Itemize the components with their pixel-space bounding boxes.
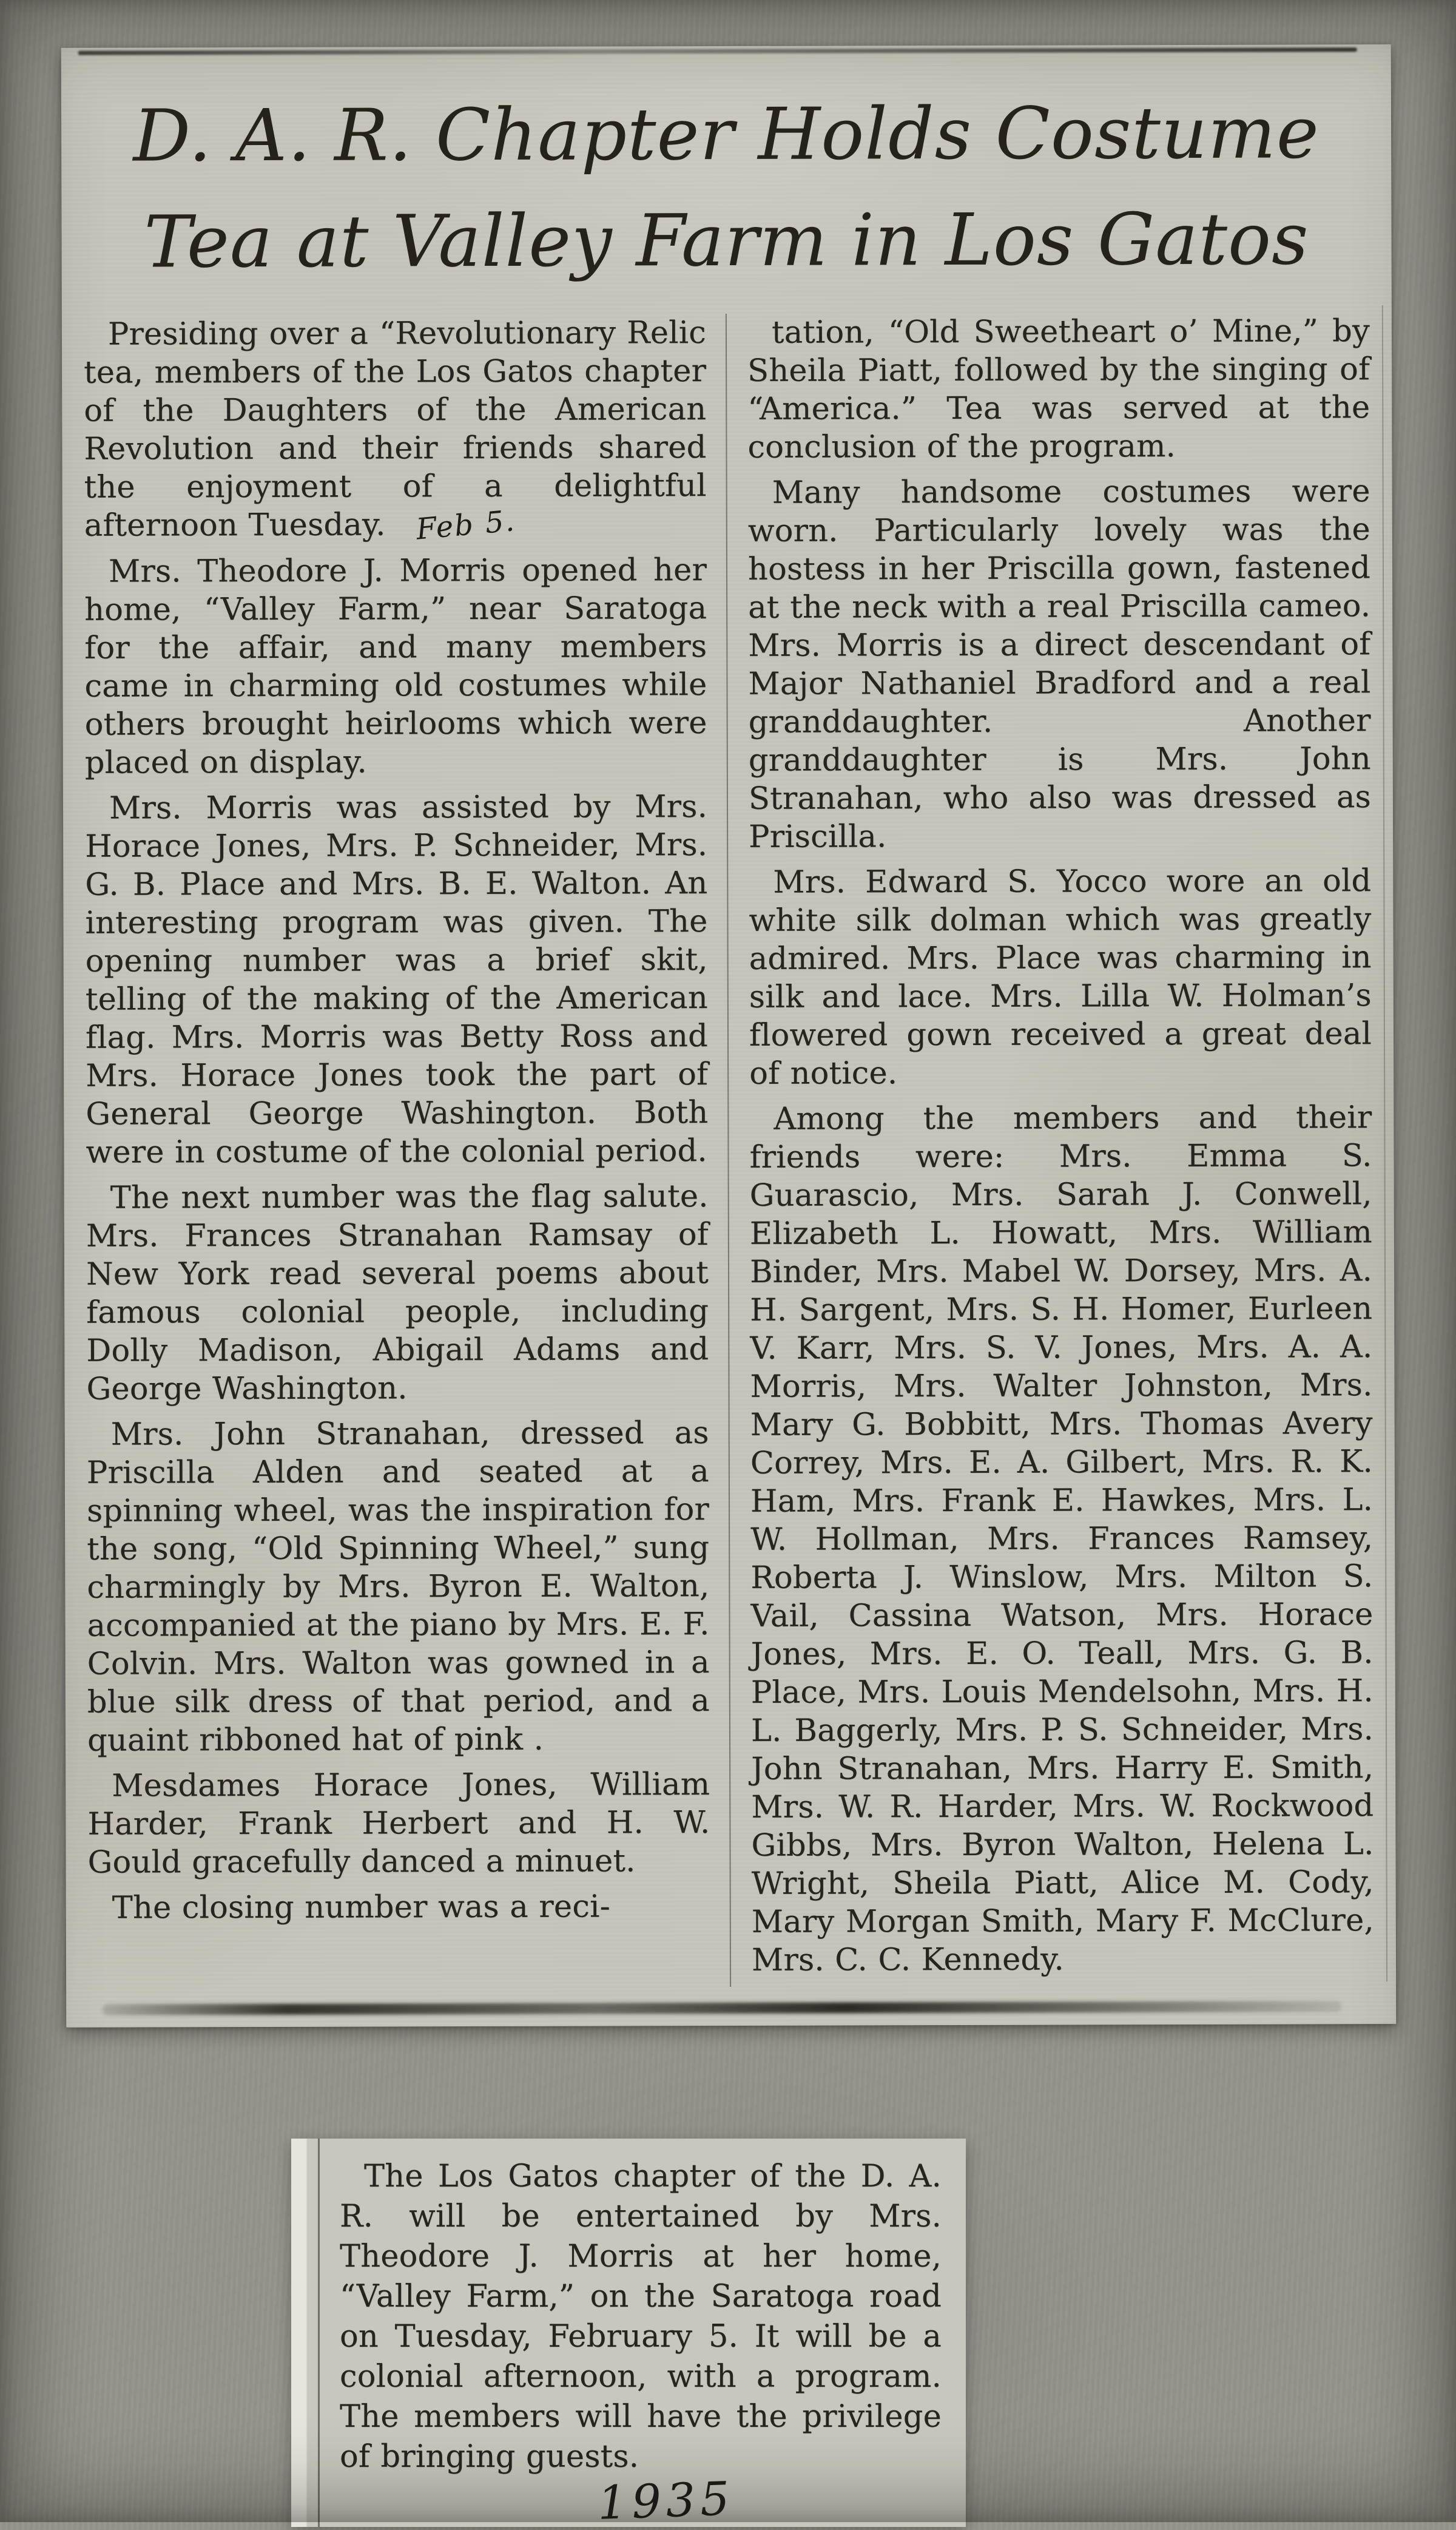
headline <box>83 79 1370 295</box>
article-paragraph: Mrs. Edward S. Yocco wore an old white silk dolman which was greatly admired. Mrs. Place was charming in silk and lace. Mrs. Lilla W. Holman’s flowered gown received a great deal of notice. <box>749 863 1372 1092</box>
newspaper-clipping-main <box>61 44 1397 2028</box>
article-column-right <box>727 312 1374 1987</box>
article-paragraph: Mesdames Horace Jones, William Harder, Frank Herbert and H. W. Gould gracefully danced a minuet. <box>87 1767 710 1881</box>
article-paragraph: The next number was the flag salute. Mrs. Frances Stranahan Ramsay of New York read several poems about famous colonial people, including Dolly Madison, Abigail Adams and George Washington. <box>86 1179 709 1408</box>
article-paragraph: tation, “Old Sweetheart o’ Mine,” by Sheila Piatt, followed by the singing of “America.” Tea was served at the conclusion of the program. <box>747 313 1370 466</box>
article-paragraph: Mrs. Morris was assisted by Mrs. Horace Jones, Mrs. P. Schneider, Mrs. G. B. Place and Mrs. B. E. Walton. An interesting program was given. The opening number was a brief skit, telling of the making of the American flag. Mrs. Morris was Betty Ross and Mrs. Horace Jones took the part of General George Washington. Both were in costume of the colonial period. <box>85 789 709 1171</box>
newspaper-clipping-notice <box>291 2139 966 2530</box>
handwritten-year: 1935 <box>596 2471 735 2530</box>
clipping-top-edge <box>78 47 1357 55</box>
column-rule <box>318 2139 320 2527</box>
handwritten-date: Feb 5. <box>414 504 517 547</box>
clipping-right-rule <box>1382 305 1387 1981</box>
paragraph-text: Presiding over a “Revolutionary Relic tea, members of the Los Gatos chapter of the Daughters of the American Revolution and their friends shared the enjoyment of a delightful afternoon Tuesday. <box>84 315 707 544</box>
headline-line-1: D. A. R. Chapter Holds Costume <box>133 90 1320 178</box>
article-paragraph: Mrs. Theodore J. Morris opened her home, “Valley Farm,” near Saratoga for the affair, and many members came in charming old costumes while others brought heirlooms which were placed on display. <box>84 552 707 782</box>
headline-line-2: Tea at Valley Farm in Los Gatos <box>144 197 1309 284</box>
article-columns <box>84 312 1374 1989</box>
article-paragraph: The closing number was a reci- <box>112 1889 611 1926</box>
article-paragraph: Many handsome costumes were worn. Particularly lovely was the hostess in her Priscilla gown, fastened at the neck with a real Priscilla cameo. Mrs. Morris is a direct descendant of Major Nathaniel Bradford and a real granddaughter. Another granddaughter is Mrs. John Stranahan, who also was dressed as Priscilla. <box>747 473 1372 856</box>
notice-text: The Los Gatos chapter of the D. A. R. will be entertained by Mrs. Theodore J. Morris at her home, “Valley Farm,” on the Saratoga road on Tuesday, February 5. It will be a colonial afternoon, with a program. The members will have the privilege of bringing guests. <box>340 2159 942 2475</box>
article-paragraph: Among the members and their friends were: Mrs. Emma S. Guarascio, Mrs. Sarah J. Conwell, Elizabeth L. Howatt, Mrs. William Binder, Mrs. Mabel W. Dorsey, Mrs. A. H. Sargent, Mrs. S. H. Homer, Eurleen V. Karr, Mrs. S. V. Jones, Mrs. A. A. Morris, Mrs. Walter Johnston, Mrs. Mary G. Bobbitt, Mrs. Thomas Avery Correy, Mrs. E. A. Gilbert, Mrs. R. K. Ham, Mrs. Frank E. Hawkes, Mrs. L. W. Hollman, Mrs. Frances Ramsey, Roberta J. Winslow, Mrs. Milton S. Vail, Cassina Watson, Mrs. Horace Jones, Mrs. E. O. Teall, Mrs. G. B. Place, Mrs. Louis Mendelsohn, Mrs. H. L. Baggerly, Mrs. P. S. Schneider, Mrs. John Stranahan, Mrs. Harry E. Smith, Mrs. W. R. Harder, Mrs. W. Rockwood Gibbs, Mrs. Byron Walton, Helena L. Wright, Sheila Piatt, Alice M. Cody, Mary Morgan Smith, Mary F. McClure, Mrs. C. C. Kennedy. <box>749 1100 1374 1979</box>
article-column-left <box>84 314 731 1989</box>
article-paragraph: Mrs. John Stranahan, dressed as Priscilla Alden and seated at a spinning wheel, was the inspiration for the song, “Old Spinning Wheel,” sung charmingly by Mrs. Byron E. Walton, accompanied at the piano by Mrs. E. F. Colvin. Mrs. Walton was gowned in a blue silk dress of that period, and a quaint ribboned hat of pink . <box>86 1415 710 1759</box>
clipping-bottom-smudge <box>103 2001 1341 2015</box>
article-paragraph <box>84 314 707 546</box>
